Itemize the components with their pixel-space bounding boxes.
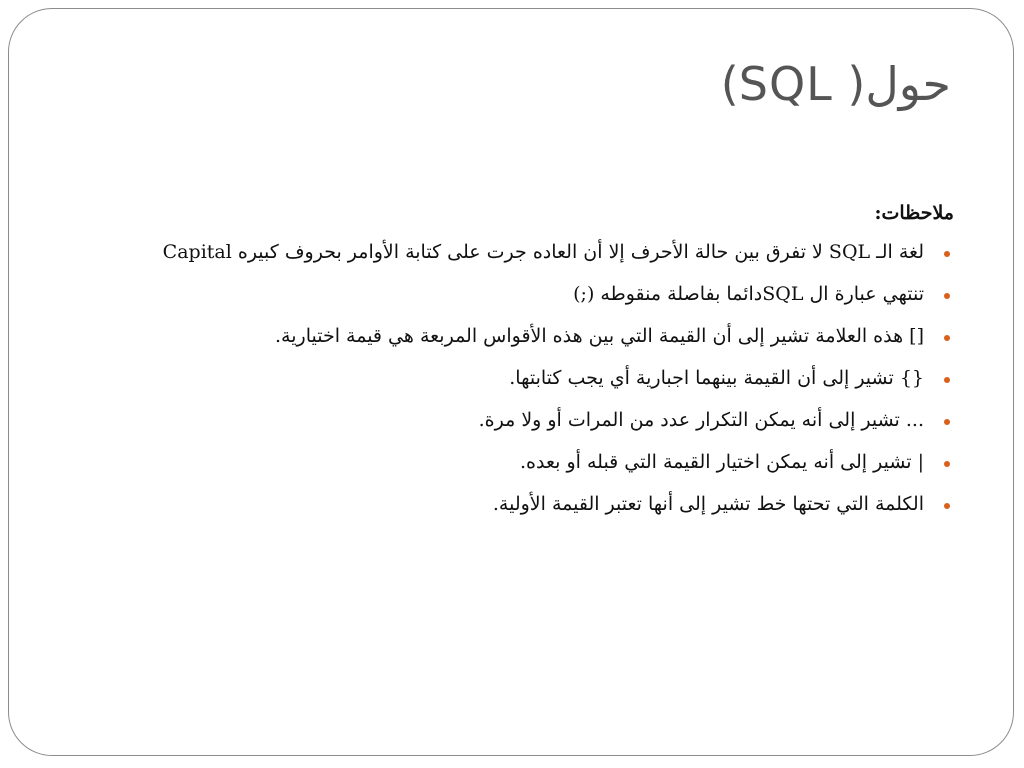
bullet-dot-icon bbox=[944, 503, 950, 509]
slide-content bbox=[154, 201, 954, 532]
bullet-dot-icon bbox=[944, 461, 950, 467]
bullet-text: لغة الـ SQL لا تفرق بين حالة الأحرف إلا أن العاده جرت على كتابة الأوامر بحروف كبيره Capital bbox=[162, 241, 924, 263]
bullet-dot-icon bbox=[944, 335, 950, 341]
bullet-text: [] هذه العلامة تشير إلى أن القيمة التي بين هذه الأقواس المربعة هي قيمة اختيارية. bbox=[275, 325, 924, 347]
slide-frame bbox=[8, 8, 1014, 756]
bullet-dot-icon bbox=[944, 419, 950, 425]
notes-heading: ملاحظات: bbox=[874, 202, 954, 224]
bullet-item bbox=[154, 490, 954, 519]
bullet-dot-icon bbox=[944, 377, 950, 383]
bullet-item bbox=[154, 406, 954, 435]
bullet-item bbox=[154, 280, 954, 309]
bullet-item bbox=[154, 364, 954, 393]
bullet-dot-icon bbox=[944, 251, 950, 257]
bullet-text: ... تشير إلى أنه يمكن التكرار عدد من المرات أو ولا مرة. bbox=[478, 409, 924, 431]
bullet-item bbox=[154, 238, 954, 267]
slide-title: حول( SQL) bbox=[720, 57, 951, 111]
bullet-text: | تشير إلى أنه يمكن اختيار القيمة التي قبله أو بعده. bbox=[520, 451, 924, 473]
bullet-text: تنتهي عبارة ال SQLدائما بفاصلة منقوطه (;) bbox=[573, 283, 924, 305]
bullet-text: {} تشير إلى أن القيمة بينهما اجبارية أي يجب كتابتها. bbox=[509, 367, 924, 389]
bullet-item bbox=[154, 448, 954, 477]
bullet-dot-icon bbox=[944, 293, 950, 299]
bullet-item bbox=[154, 322, 954, 351]
bullet-list bbox=[154, 238, 954, 519]
bullet-text: الكلمة التي تحتها خط تشير إلى أنها تعتبر القيمة الأولية. bbox=[492, 493, 924, 515]
